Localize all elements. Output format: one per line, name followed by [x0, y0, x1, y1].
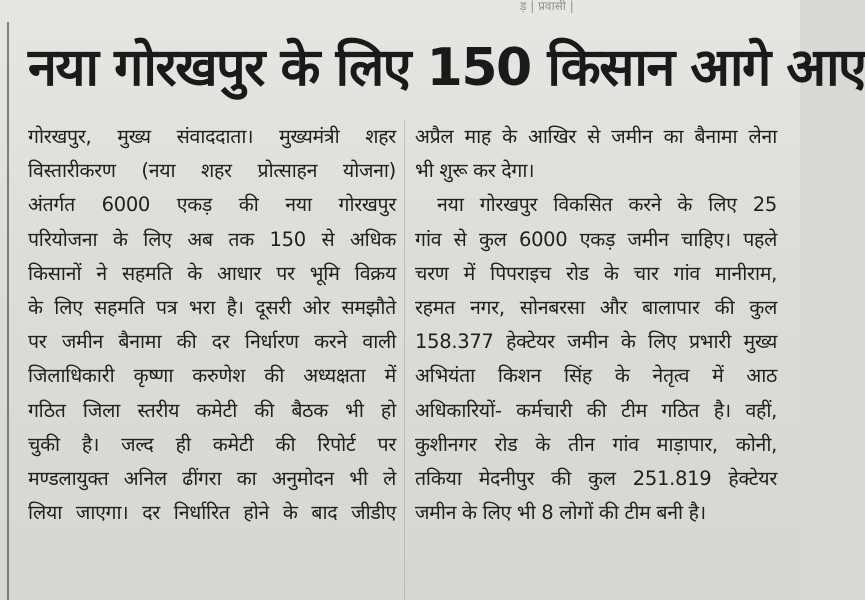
article-line: चुकी है। जल्द ही कमेटी की रिपोर्ट पर — [28, 432, 396, 456]
article-line: जिलाधिकारी कृष्णा करुणेश की अध्यक्षता में — [28, 364, 396, 388]
article-right-column — [415, 120, 777, 530]
article-line: चरण में पिपराइच रोड के चार गांव मानीराम, — [415, 261, 777, 285]
article-line: तकिया मेदनीपुर की कुल 251.819 हेक्टेयर — [415, 466, 777, 490]
article-line: परियोजना के लिए अब तक 150 से अधिक — [28, 227, 396, 251]
article-line: कुशीनगर रोड के तीन गांव माड़ापार, कोनी, — [415, 432, 777, 456]
headline: नया गोरखपुर के लिए 150 किसान आगे आए — [28, 38, 865, 98]
article-line: पर जमीन बैनामा की दर निर्धारण करने वाली — [28, 330, 396, 354]
top-strip-text: ड़ | प्रवासी | — [520, 0, 574, 13]
left-column-rule — [7, 22, 9, 600]
article-line: अप्रैल माह के आखिर से जमीन का बैनामा लेना — [415, 125, 777, 148]
article-line: अधिकारियों- कर्मचारी की टीम गठित है। वहीं, — [415, 398, 777, 422]
article-line: विस्तारीकरण (नया शहर प्रोत्साहन योजना) — [28, 159, 396, 183]
article-line: अंतर्गत 6000 एकड़ की नया गोरखपुर — [28, 193, 396, 217]
article-line: के लिए सहमति पत्र भरा है। दूसरी ओर समझौते — [28, 295, 396, 319]
article-line: जमीन के लिए भी 8 लोगों की टीम बनी है। — [415, 501, 706, 525]
article-line: किसानों ने सहमति के आधार पर भूमि विक्रय — [28, 261, 396, 285]
column-divider — [404, 120, 405, 600]
article-line: गांव से कुल 6000 एकड़ जमीन चाहिए। पहले — [415, 227, 777, 251]
article-line: अभियंता किशन सिंह के नेतृत्व में आठ — [415, 364, 777, 388]
article-line: मण्डलायुक्त अनिल ढींगरा का अनुमोदन भी ले — [28, 466, 396, 490]
article-left-column — [28, 120, 396, 530]
article-line: गोरखपुर, मुख्य संवाददाता। मुख्यमंत्री शहर — [28, 125, 396, 148]
article-line: नया गोरखपुर विकसित करने के लिए 25 — [437, 193, 777, 217]
article-line: लिया जाएगा। दर निर्धारित होने के बाद जीडीए — [28, 501, 396, 525]
article-line: रहमत नगर, सोनबरसा और बालापार की कुल — [415, 295, 777, 319]
article-line: 158.377 हेक्टेयर जमीन के लिए प्रभारी मुख्य — [415, 330, 777, 354]
article-line: भी शुरू कर देगा। — [415, 159, 535, 183]
article-line: गठित जिला स्तरीय कमेटी की बैठक भी हो — [28, 398, 396, 422]
